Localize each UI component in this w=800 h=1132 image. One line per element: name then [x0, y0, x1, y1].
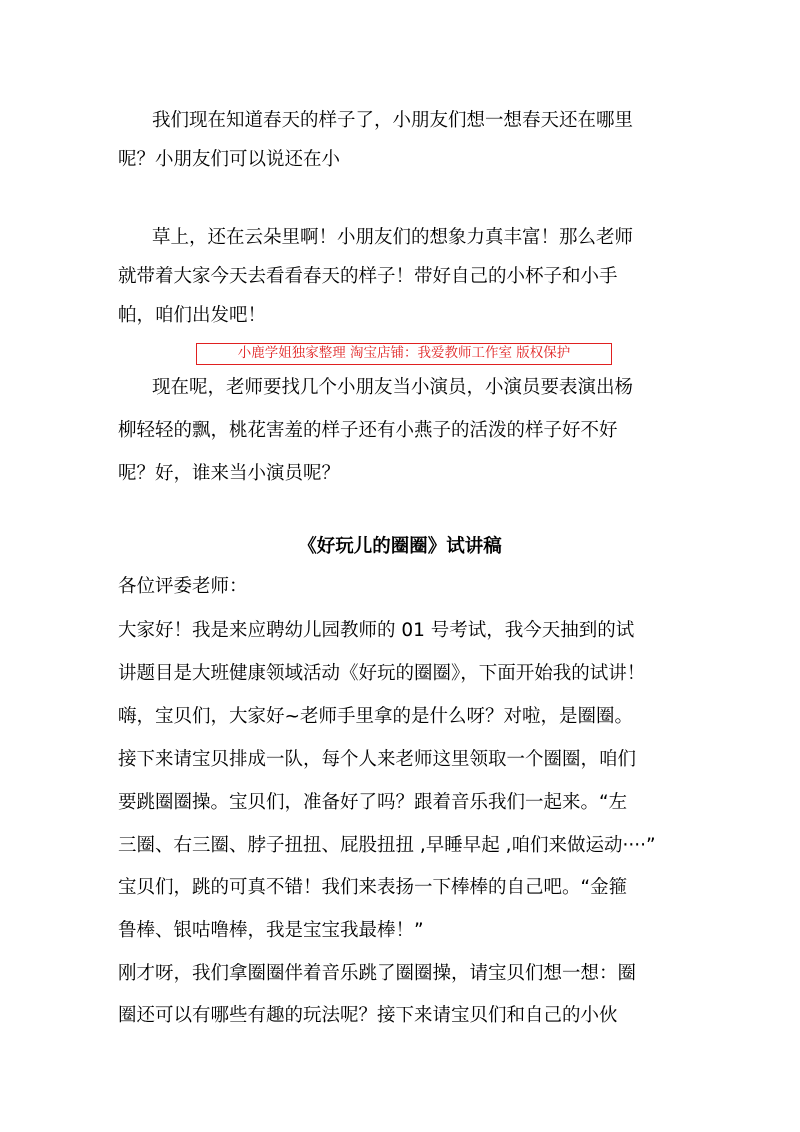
paragraph-1-line-2: 呢？小朋友们可以说还在小 — [118, 149, 341, 170]
body-line: 鲁棒、银咕噜棒，我是宝宝我最棒！” — [118, 920, 424, 941]
body-line: 圈还可以有哪些有趣的玩法呢？接下来请宝贝们和自己的小伙 — [118, 1005, 618, 1026]
paragraph-2-line-1: 草上，还在云朵里啊！小朋友们的想象力真丰富！那么老师 — [152, 227, 634, 248]
paragraph-2-line-3: 帕，咱们出发吧！ — [118, 305, 267, 326]
body-line: 讲题目是大班健康领域活动《好玩的圈圈》，下面开始我的试讲！ — [118, 663, 646, 684]
paragraph-2-line-2: 就带着大家今天去看看春天的样子！带好自己的小杯子和小手 — [118, 266, 618, 287]
body-line: 嗨，宝贝们，大家好~老师手里拿的是什么呀？对啦，是圈圈。 — [118, 706, 634, 727]
body-line: 接下来请宝贝排成一队，每个人来老师这里领取一个圈圈，咱们 — [118, 749, 637, 770]
paragraph-3-line-2: 柳轻轻的飘，桃花害羞的样子还有小燕子的活泼的样子好不好 — [118, 420, 618, 441]
copyright-stamp: 小鹿学姐独家整理 淘宝店铺：我爱教师工作室 版权保护 — [196, 343, 612, 365]
section-title: 《好玩儿的圈圈》试讲稿 — [298, 536, 502, 557]
paragraph-3-line-3: 呢？好，谁来当小演员呢？ — [118, 463, 341, 484]
paragraph-1-line-1: 我们现在知道春天的样子了，小朋友们想一想春天还在哪里 — [152, 110, 634, 131]
body-line: 要跳圈圈操。宝贝们，准备好了吗？跟着音乐我们一起来。“左 — [118, 792, 628, 813]
paragraph-3-line-1: 现在呢，老师要找几个小朋友当小演员，小演员要表演出杨 — [152, 377, 634, 398]
body-line: 刚才呀，我们拿圈圈伴着音乐跳了圈圈操，请宝贝们想一想：圈 — [118, 963, 637, 984]
greeting-line: 各位评委老师： — [118, 576, 248, 597]
body-line: 大家好！我是来应聘幼儿园教师的 01 号考试，我今天抽到的试 — [118, 620, 635, 641]
body-line: 三圈、右三圈、脖子扭扭、屁股扭扭 ,早睡早起 ,咱们来做运动····” — [118, 835, 656, 856]
body-line: 宝贝们，跳的可真不错！我们来表扬一下棒棒的自己吧。“金箍 — [118, 877, 628, 898]
